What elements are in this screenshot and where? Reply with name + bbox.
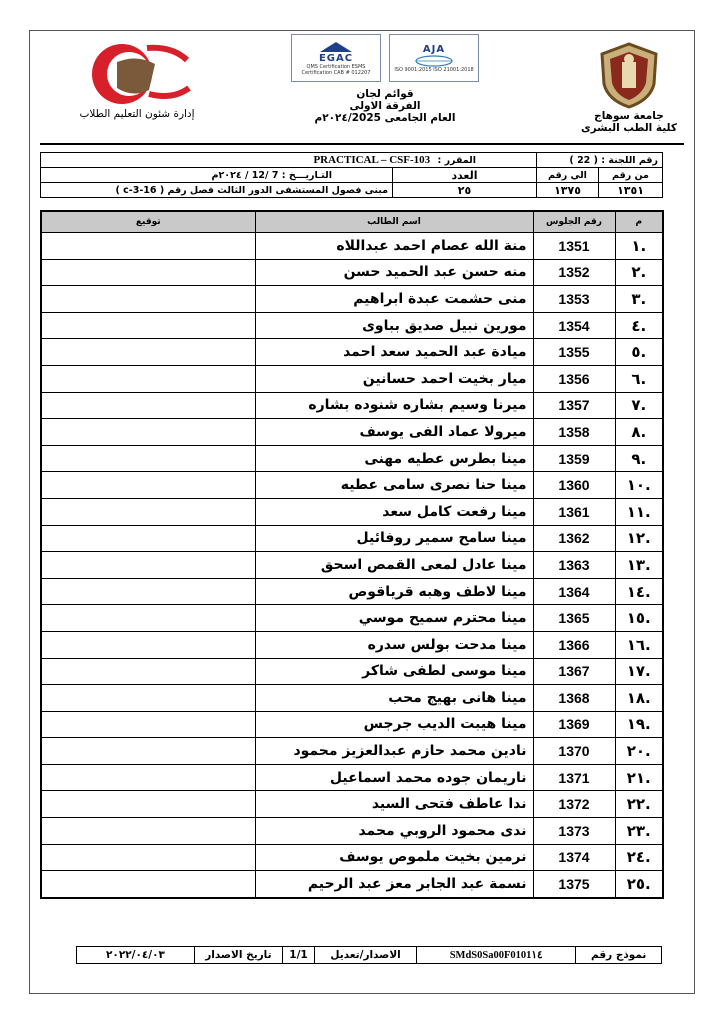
version-value: 1/1 bbox=[282, 947, 314, 964]
faculty-logo-icon bbox=[77, 38, 197, 108]
course-label: المقرر : bbox=[437, 155, 476, 166]
row-index: .٩ bbox=[615, 445, 663, 472]
form-footer bbox=[76, 946, 662, 964]
table-row bbox=[41, 631, 663, 658]
row-index: .٢٠ bbox=[615, 738, 663, 765]
row-signature-cell bbox=[41, 738, 255, 765]
row-seat-number: 1367 bbox=[533, 658, 615, 685]
row-index: .١٨ bbox=[615, 685, 663, 712]
issue-date-label: تاريخ الاصدار bbox=[194, 947, 282, 964]
row-signature-cell bbox=[41, 791, 255, 818]
row-student-name: ميرولا عماد الفى يوسف bbox=[255, 419, 533, 446]
row-signature-cell bbox=[41, 286, 255, 313]
row-signature-cell bbox=[41, 871, 255, 898]
row-seat-number: 1366 bbox=[533, 631, 615, 658]
row-seat-number: 1363 bbox=[533, 552, 615, 579]
row-signature-cell bbox=[41, 498, 255, 525]
table-row bbox=[41, 685, 663, 712]
department-name: إدارة شئون التعليم الطلاب bbox=[79, 108, 195, 120]
row-signature-cell bbox=[41, 233, 255, 260]
table-row bbox=[41, 445, 663, 472]
table-row bbox=[41, 392, 663, 419]
table-row bbox=[41, 339, 663, 366]
row-signature-cell bbox=[41, 578, 255, 605]
row-seat-number: 1354 bbox=[533, 312, 615, 339]
row-seat-number: 1369 bbox=[533, 711, 615, 738]
committee-info-table bbox=[40, 152, 663, 198]
committee-number: رقم اللجنة : ( 22 ) bbox=[537, 153, 663, 168]
row-index: .١١ bbox=[615, 498, 663, 525]
col-sign-header: توقيع bbox=[41, 211, 255, 233]
table-row bbox=[41, 578, 663, 605]
row-student-name: ميرنا وسيم بشاره شنوده بشاره bbox=[255, 392, 533, 419]
table-row bbox=[41, 312, 663, 339]
row-seat-number: 1373 bbox=[533, 818, 615, 845]
row-signature-cell bbox=[41, 525, 255, 552]
row-student-name: منه حسن عبد الحميد حسن bbox=[255, 259, 533, 286]
row-signature-cell bbox=[41, 818, 255, 845]
row-index: .١٠ bbox=[615, 472, 663, 499]
row-signature-cell bbox=[41, 658, 255, 685]
row-signature-cell bbox=[41, 419, 255, 446]
row-student-name: مينا رفعت كامل سعد bbox=[255, 498, 533, 525]
issue-date-value: ٢٠٢٢/٠٤/٠٣ bbox=[77, 947, 195, 964]
row-index: .١٣ bbox=[615, 552, 663, 579]
aja-logo-sub: ISO 9001:2015 ISO 21001:2018 bbox=[394, 66, 474, 73]
row-signature-cell bbox=[41, 605, 255, 632]
row-signature-cell bbox=[41, 685, 255, 712]
table-row bbox=[41, 419, 663, 446]
pyramid-icon bbox=[316, 41, 356, 53]
row-index: .١٩ bbox=[615, 711, 663, 738]
table-row bbox=[41, 844, 663, 871]
department-header bbox=[62, 38, 212, 120]
row-seat-number: 1374 bbox=[533, 844, 615, 871]
row-student-name: ميار بخيت احمد حسانين bbox=[255, 365, 533, 392]
exam-date: التـاريـــخ : 7 /12 / ٢٠٢٤م bbox=[41, 168, 393, 183]
row-student-name: مينا هيبت الديب جرجس bbox=[255, 711, 533, 738]
row-student-name: مينا حنا نصرى سامى عطيه bbox=[255, 472, 533, 499]
table-row bbox=[41, 711, 663, 738]
aja-logo bbox=[389, 34, 479, 82]
row-signature-cell bbox=[41, 711, 255, 738]
row-signature-cell bbox=[41, 312, 255, 339]
row-student-name: مينا لاطف وهبه قرياقوص bbox=[255, 578, 533, 605]
header-divider bbox=[40, 143, 684, 145]
row-student-name: نادين محمد حازم عبدالعزيز محمود bbox=[255, 738, 533, 765]
row-index: .٢٣ bbox=[615, 818, 663, 845]
row-seat-number: 1352 bbox=[533, 259, 615, 286]
course-value: PRACTICAL – CSF-103 bbox=[313, 154, 431, 166]
row-index: .١٥ bbox=[615, 605, 663, 632]
row-seat-number: 1353 bbox=[533, 286, 615, 313]
row-index: .٤ bbox=[615, 312, 663, 339]
row-index: .٢ bbox=[615, 259, 663, 286]
table-row bbox=[41, 259, 663, 286]
row-student-name: منى حشمت عبدة ابراهيم bbox=[255, 286, 533, 313]
row-signature-cell bbox=[41, 259, 255, 286]
row-student-name: مينا مدحت بولس سدره bbox=[255, 631, 533, 658]
row-seat-number: 1372 bbox=[533, 791, 615, 818]
col-seat-header: رقم الجلوس bbox=[533, 211, 615, 233]
row-index: .١٢ bbox=[615, 525, 663, 552]
row-student-name: مينا موسى لطفى شاكر bbox=[255, 658, 533, 685]
row-seat-number: 1362 bbox=[533, 525, 615, 552]
table-row bbox=[41, 233, 663, 260]
egac-logo bbox=[291, 34, 381, 82]
row-seat-number: 1355 bbox=[533, 339, 615, 366]
aja-logo-text: AJA bbox=[422, 43, 446, 55]
to-label: الي رقم bbox=[537, 168, 599, 183]
table-row bbox=[41, 818, 663, 845]
form-number-value: SMdS0Sa00F0101١٤ bbox=[416, 947, 576, 964]
list-title: قوائم لجان bbox=[356, 88, 414, 100]
row-student-name: ندا عاطف فتحى السيد bbox=[255, 791, 533, 818]
academic-year: العام الجامعى ٢٠٢٤/2025م bbox=[314, 112, 456, 124]
row-student-name: ندى محمود الروبي محمد bbox=[255, 818, 533, 845]
table-row bbox=[41, 791, 663, 818]
row-index: .٦ bbox=[615, 365, 663, 392]
form-number-label: نموذج رقم bbox=[576, 947, 662, 964]
row-student-name: مورين نبيل صديق بباوى bbox=[255, 312, 533, 339]
egac-logo-sub: QMS Certification ESMS Certification CAB # 012207 bbox=[301, 63, 371, 76]
table-row bbox=[41, 764, 663, 791]
center-header bbox=[285, 34, 485, 124]
row-student-name: نسمة عبد الجابر معز عبد الرحيم bbox=[255, 871, 533, 898]
row-index: .٥ bbox=[615, 339, 663, 366]
row-student-name: منة الله عصام احمد عبداللاه bbox=[255, 233, 533, 260]
row-index: .٢٢ bbox=[615, 791, 663, 818]
table-row bbox=[41, 286, 663, 313]
student-list-table bbox=[40, 210, 664, 899]
row-seat-number: 1365 bbox=[533, 605, 615, 632]
row-index: .٧ bbox=[615, 392, 663, 419]
table-row bbox=[41, 605, 663, 632]
row-student-name: مينا عادل لمعى القمص اسحق bbox=[255, 552, 533, 579]
row-signature-cell bbox=[41, 844, 255, 871]
row-signature-cell bbox=[41, 472, 255, 499]
from-label: من رقم bbox=[599, 168, 663, 183]
row-student-name: مينا محترم سميح موسي bbox=[255, 605, 533, 632]
row-seat-number: 1358 bbox=[533, 419, 615, 446]
row-student-name: مينا سامح سمير روفائيل bbox=[255, 525, 533, 552]
count-value: ٢٥ bbox=[393, 183, 537, 198]
row-index: .١ bbox=[615, 233, 663, 260]
row-seat-number: 1351 bbox=[533, 233, 615, 260]
col-name-header: اسم الطالب bbox=[255, 211, 533, 233]
globe-icon bbox=[414, 55, 454, 67]
row-signature-cell bbox=[41, 392, 255, 419]
year-level: الفرقة الاولى bbox=[349, 100, 421, 112]
row-signature-cell bbox=[41, 552, 255, 579]
row-student-name: ناريمان جوده محمد اسماعيل bbox=[255, 764, 533, 791]
egac-logo-text: EGAC bbox=[318, 52, 354, 64]
row-seat-number: 1375 bbox=[533, 871, 615, 898]
row-student-name: نرمين بخيت ملموص يوسف bbox=[255, 844, 533, 871]
row-signature-cell bbox=[41, 764, 255, 791]
table-row bbox=[41, 525, 663, 552]
row-student-name: ميادة عبد الحميد سعد احمد bbox=[255, 339, 533, 366]
row-seat-number: 1364 bbox=[533, 578, 615, 605]
row-student-name: مينا بطرس عطيه مهنى bbox=[255, 445, 533, 472]
table-row bbox=[41, 472, 663, 499]
row-index: .٣ bbox=[615, 286, 663, 313]
row-seat-number: 1360 bbox=[533, 472, 615, 499]
row-signature-cell bbox=[41, 631, 255, 658]
row-seat-number: 1371 bbox=[533, 764, 615, 791]
row-signature-cell bbox=[41, 339, 255, 366]
row-index: .١٧ bbox=[615, 658, 663, 685]
table-row bbox=[41, 658, 663, 685]
course-cell bbox=[41, 153, 537, 168]
row-index: .١٦ bbox=[615, 631, 663, 658]
row-seat-number: 1359 bbox=[533, 445, 615, 472]
table-row bbox=[41, 365, 663, 392]
count-label: العدد bbox=[393, 168, 537, 183]
table-row bbox=[41, 552, 663, 579]
table-row bbox=[41, 498, 663, 525]
row-index: .٢١ bbox=[615, 764, 663, 791]
col-index-header: م bbox=[615, 211, 663, 233]
from-value: ١٣٥١ bbox=[599, 183, 663, 198]
row-index: .٢٤ bbox=[615, 844, 663, 871]
exam-location: مبنى فصول المستشفى الدور الثالث فصل رقم ( c-3-16 ) bbox=[41, 183, 393, 198]
row-seat-number: 1356 bbox=[533, 365, 615, 392]
table-row bbox=[41, 871, 663, 898]
row-signature-cell bbox=[41, 445, 255, 472]
row-index: .٨ bbox=[615, 419, 663, 446]
university-name: جامعة سوهاج bbox=[594, 110, 664, 122]
university-header bbox=[574, 40, 684, 134]
row-student-name: مينا هانى بهيج محب bbox=[255, 685, 533, 712]
row-index: .١٤ bbox=[615, 578, 663, 605]
row-seat-number: 1357 bbox=[533, 392, 615, 419]
version-label: الاصدار/تعديل bbox=[315, 947, 417, 964]
university-crest-icon bbox=[594, 40, 664, 110]
row-signature-cell bbox=[41, 365, 255, 392]
row-index: .٢٥ bbox=[615, 871, 663, 898]
row-seat-number: 1370 bbox=[533, 738, 615, 765]
to-value: ١٣٧٥ bbox=[537, 183, 599, 198]
faculty-name: كلية الطب البشرى bbox=[581, 122, 677, 134]
table-row bbox=[41, 738, 663, 765]
row-seat-number: 1361 bbox=[533, 498, 615, 525]
row-seat-number: 1368 bbox=[533, 685, 615, 712]
